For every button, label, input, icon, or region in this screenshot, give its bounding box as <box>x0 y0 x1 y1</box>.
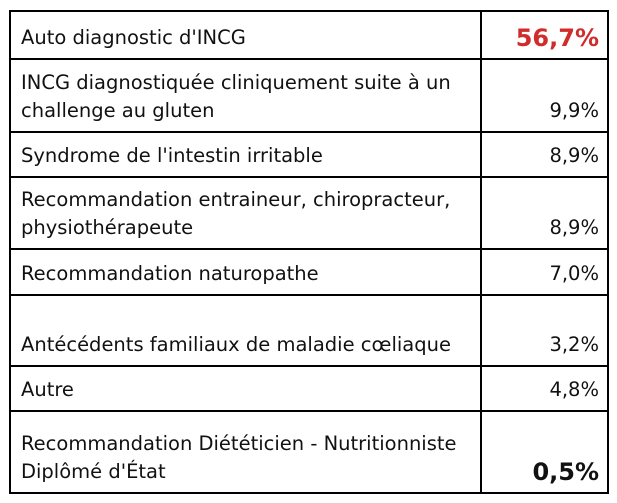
row-label: Autre <box>10 366 481 411</box>
table-row <box>10 249 608 294</box>
table-row <box>10 411 608 493</box>
row-value: 56,7% <box>481 11 608 59</box>
row-value: 4,8% <box>481 366 608 411</box>
diagnosis-table <box>9 10 609 494</box>
row-label: INCG diagnostiquée cliniquement suite à un challenge au gluten <box>10 59 481 132</box>
table-row <box>10 11 608 59</box>
table-row <box>10 366 608 411</box>
table-row <box>10 59 608 132</box>
row-value: 9,9% <box>481 59 608 132</box>
row-value: 8,9% <box>481 132 608 177</box>
row-label: Recommandation naturopathe <box>10 249 481 294</box>
table-row <box>10 177 608 249</box>
row-label: Recommandation Diététicien - Nutritionniste Diplômé d'État <box>10 411 481 493</box>
row-label: Auto diagnostic d'INCG <box>10 11 481 59</box>
row-value: 7,0% <box>481 249 608 294</box>
row-label: Syndrome de l'intestin irritable <box>10 132 481 177</box>
row-value: 3,2% <box>481 295 608 366</box>
row-value: 8,9% <box>481 177 608 249</box>
row-label: Antécédents familiaux de maladie cœliaque <box>10 295 481 366</box>
table-row <box>10 295 608 366</box>
table-row <box>10 132 608 177</box>
diagnosis-table-container <box>9 10 609 494</box>
row-label: Recommandation entraineur, chiropracteur, physiothérapeute <box>10 177 481 249</box>
row-value: 0,5% <box>481 411 608 493</box>
